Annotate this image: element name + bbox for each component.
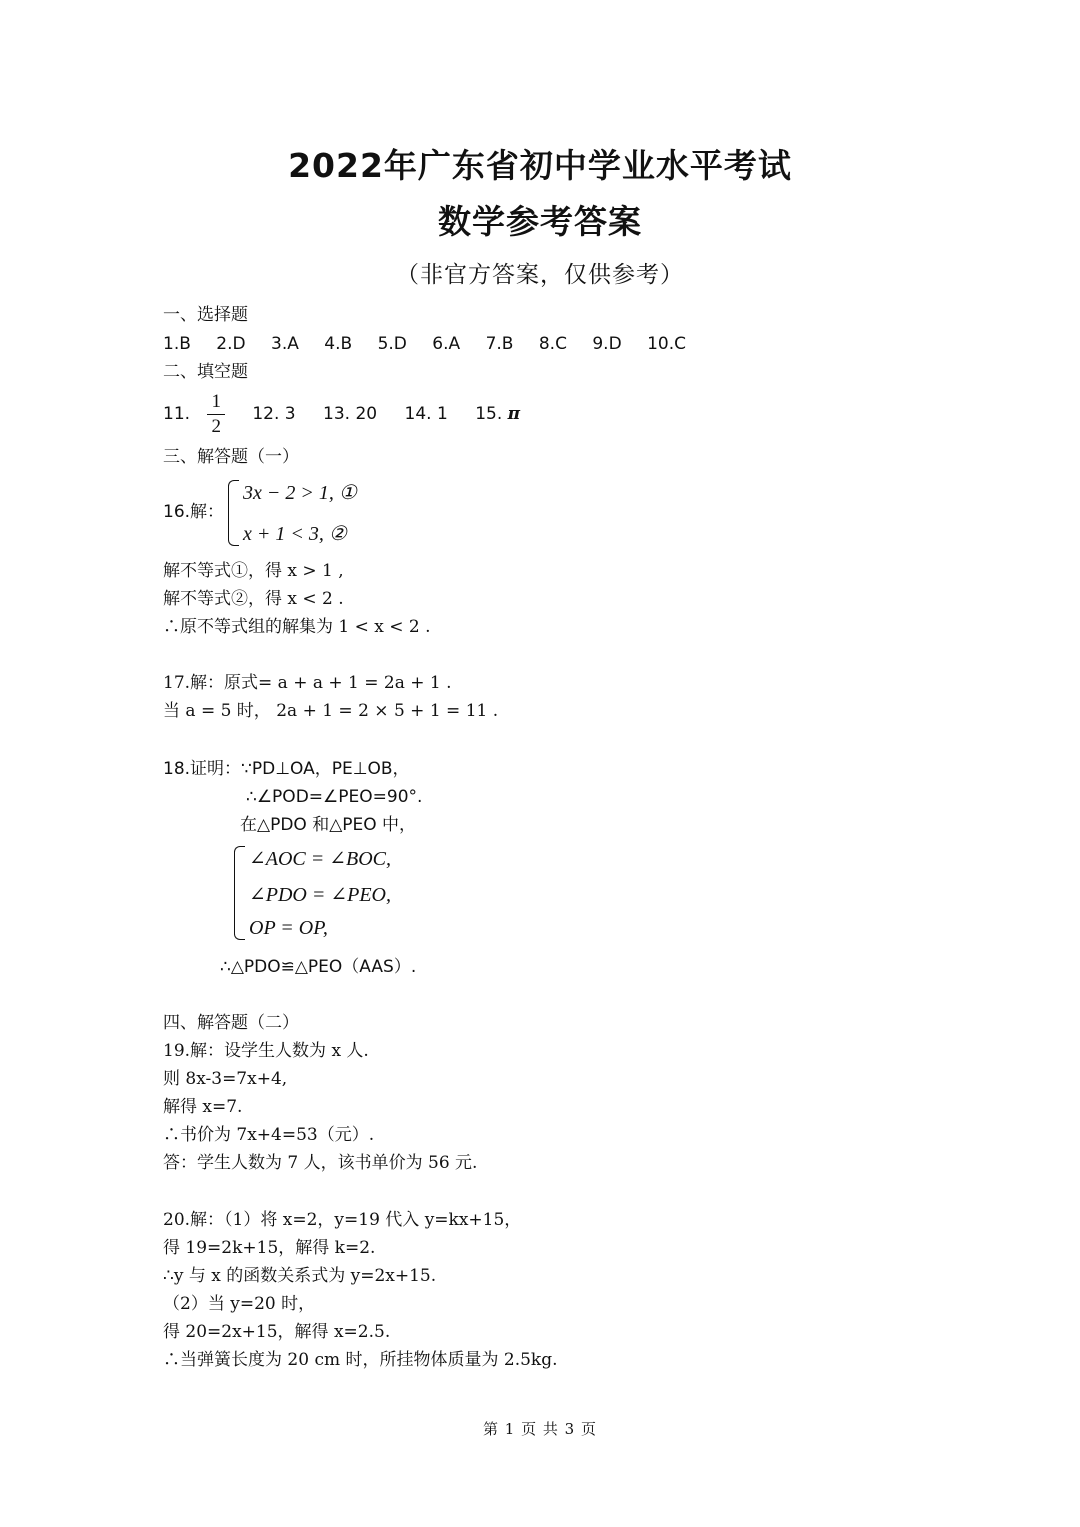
answer-15-value: π xyxy=(507,404,521,424)
answer-3: 3.A xyxy=(271,334,299,354)
q19-step-3: 解得 x=7. xyxy=(163,1097,243,1117)
q18-step-3: 在△PDO 和△PEO 中， xyxy=(240,815,417,835)
answer-9: 9.D xyxy=(592,334,622,354)
q17-step-2: 当 a = 5 时， 2a + 1 = 2 × 5 + 1 = 11 . xyxy=(163,701,499,721)
q20-step-2: 得 19=2k+15，解得 k=2. xyxy=(163,1238,376,1258)
answer-13: 13. 20 xyxy=(323,404,378,424)
q16-inequality-2: x + 1 < 3, ② xyxy=(243,523,347,545)
answer-5: 5.D xyxy=(377,334,407,354)
section4-heading: 四、解答题（二） xyxy=(163,1013,299,1033)
answer-11-label: 11. xyxy=(163,404,191,424)
page-footer: 第 1 页 共 3 页 xyxy=(483,1420,597,1438)
fraction-denominator: 2 xyxy=(211,415,221,437)
multiple-choice-answers xyxy=(163,333,706,355)
answer-8: 8.C xyxy=(538,334,567,354)
q17-step-1: 17.解：原式= a + a + 1 = 2a + 1 . xyxy=(163,673,452,693)
section1-heading: 一、选择题 xyxy=(163,305,248,325)
q16-conclusion: ∴原不等式组的解集为 1 < x < 2 . xyxy=(163,617,431,637)
left-brace xyxy=(234,846,245,940)
answer-15 xyxy=(475,388,520,440)
left-brace xyxy=(228,480,239,546)
q18-condition-1: ∠AOC = ∠BOC, xyxy=(249,848,392,870)
answer-10: 10.C xyxy=(647,334,686,354)
q16-label: 16.解： xyxy=(163,502,225,522)
answer-4: 4.B xyxy=(324,334,353,354)
q20-step-3: ∴y 与 x 的函数关系式为 y=2x+15. xyxy=(163,1266,437,1286)
q19-answer: 答：学生人数为 7 人，该书单价为 56 元. xyxy=(163,1153,478,1173)
answer-11 xyxy=(163,388,225,440)
q18-condition-3: OP = OP, xyxy=(249,917,328,939)
q20-step-5: 得 20=2x+15，解得 x=2.5. xyxy=(163,1322,391,1342)
page-subtitle: 数学参考答案 xyxy=(438,202,642,241)
answer-6: 6.A xyxy=(432,334,461,354)
q20-conclusion: ∴当弹簧长度为 20 cm 时，所挂物体质量为 2.5kg. xyxy=(163,1350,558,1370)
q16-step-1: 解不等式①，得 x > 1 , xyxy=(163,561,344,581)
q18-step-2: ∴∠POD=∠PEO=90°. xyxy=(246,787,423,807)
answer-2: 2.D xyxy=(216,334,246,354)
q16-inequality-1: 3x − 2 > 1, ① xyxy=(243,482,357,504)
answer-15-label: 15. xyxy=(475,404,503,424)
fill-in-answers xyxy=(163,388,542,440)
q19-step-4: ∴书价为 7x+4=53（元）. xyxy=(163,1125,375,1145)
answer-7: 7.B xyxy=(485,334,514,354)
q19-step-2: 则 8x-3=7x+4, xyxy=(163,1069,288,1089)
answer-11-fraction xyxy=(207,390,225,439)
q16-step-2: 解不等式②，得 x < 2 . xyxy=(163,589,344,609)
q20-step-4: （2）当 y=20 时， xyxy=(163,1294,316,1314)
q16-system xyxy=(228,480,357,546)
q19-step-1: 19.解：设学生人数为 x 人. xyxy=(163,1041,369,1061)
page-title: 2022年广东省初中学业水平考试 xyxy=(288,146,792,185)
q20-step-1: 20.解：（1）将 x=2，y=19 代入 y=kx+15， xyxy=(163,1210,522,1230)
q18-condition-2: ∠PDO = ∠PEO, xyxy=(249,883,391,906)
q18-conclusion: ∴△PDO≌△PEO（AAS）. xyxy=(220,957,417,977)
unofficial-note: （非官方答案，仅供参考） xyxy=(396,262,684,288)
section2-heading: 二、填空题 xyxy=(163,362,248,382)
q18-step-1: 18.证明：∵PD⊥OA，PE⊥OB， xyxy=(163,759,410,779)
answer-12: 12. 3 xyxy=(252,404,296,424)
answer-14: 14. 1 xyxy=(404,404,448,424)
answer-1: 1.B xyxy=(163,334,191,354)
section3-heading: 三、解答题（一） xyxy=(163,447,299,467)
q18-system xyxy=(234,846,391,940)
fraction-numerator: 1 xyxy=(207,390,225,415)
